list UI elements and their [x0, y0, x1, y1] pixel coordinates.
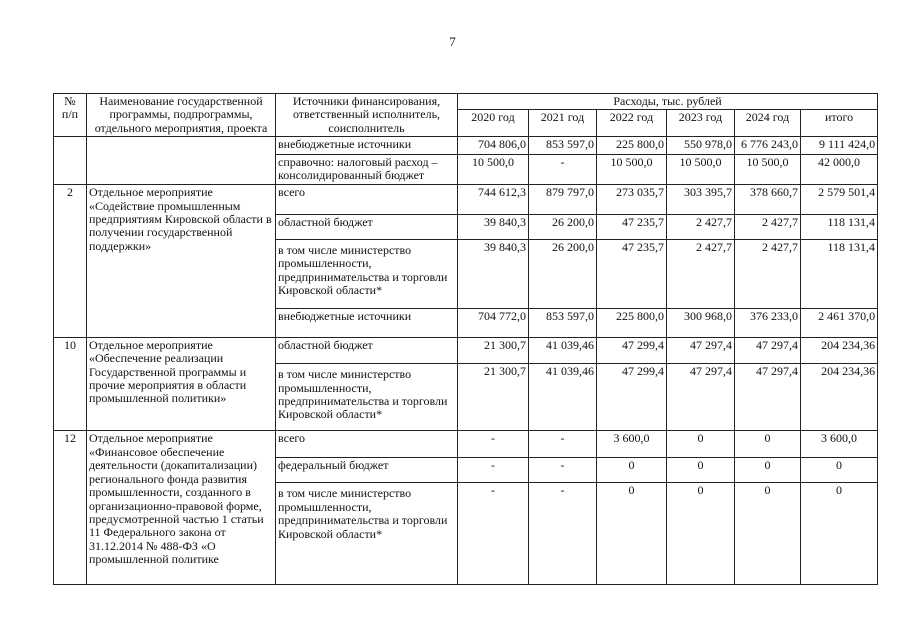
value-cell: -: [458, 457, 529, 482]
name-cell: Отдельное мероприятие «Финансовое обеспечение деятельности (докапитализации) регионального фонда развития промышленности, созданного в организационно-правовой форме, предусмотренной частью 1 статьи 11 Федерального закона от 31.12.2014 № 488-ФЗ «О промышленной политике: [87, 431, 276, 585]
value-cell: 39 840,3: [458, 240, 529, 309]
value-cell: 42 000,0: [801, 154, 878, 184]
num-cell: 2: [54, 185, 87, 338]
value-cell: 204 234,36: [801, 364, 878, 431]
value-cell: 47 297,4: [667, 337, 735, 363]
value-cell: 9 111 424,0: [801, 137, 878, 154]
source-cell: всего: [276, 431, 458, 457]
value-cell: -: [529, 431, 597, 457]
source-cell: справочно: налоговый расход – консолидированный бюджет: [276, 154, 458, 184]
value-cell: 3 600,0: [597, 431, 667, 457]
source-cell: федеральный бюджет: [276, 457, 458, 482]
source-cell: внебюджетные источники: [276, 309, 458, 337]
source-cell: внебюджетные источники: [276, 137, 458, 154]
value-cell: -: [458, 431, 529, 457]
value-cell: 2 427,7: [667, 240, 735, 309]
num-cell: [54, 137, 87, 185]
value-cell: 10 500,0: [735, 154, 801, 184]
value-cell: 303 395,7: [667, 185, 735, 215]
value-cell: 21 300,7: [458, 364, 529, 431]
value-cell: 0: [735, 483, 801, 585]
table-row: [54, 431, 878, 457]
value-cell: -: [458, 483, 529, 585]
header-name: Наименование государственной программы, подпрограммы, отдельного мероприятия, проекта: [87, 94, 276, 137]
value-cell: -: [529, 457, 597, 482]
name-cell: Отдельное мероприятие «Содействие промышленным предприятиям Кировской области в получении государственной поддержки»: [87, 185, 276, 338]
value-cell: 118 131,4: [801, 240, 878, 309]
value-cell: 376 233,0: [735, 309, 801, 337]
value-cell: 6 776 243,0: [735, 137, 801, 154]
value-cell: 0: [667, 431, 735, 457]
value-cell: 0: [597, 457, 667, 482]
value-cell: 118 131,4: [801, 214, 878, 239]
header-expenses: Расходы, тыс. рублей: [458, 94, 878, 110]
value-cell: 10 500,0: [458, 154, 529, 184]
source-cell: в том числе министерство промышленности, предпринимательства и торговли Кировской области*: [276, 483, 458, 585]
header-source: Источники финансирования, ответственный исполнитель, соисполнитель: [276, 94, 458, 137]
value-cell: -: [529, 483, 597, 585]
value-cell: 47 235,7: [597, 240, 667, 309]
num-cell: 10: [54, 337, 87, 431]
name-cell: [87, 137, 276, 185]
value-cell: 550 978,0: [667, 137, 735, 154]
value-cell: 879 797,0: [529, 185, 597, 215]
value-cell: 204 234,36: [801, 337, 878, 363]
value-cell: 853 597,0: [529, 309, 597, 337]
table-row: [54, 137, 878, 154]
value-cell: 26 200,0: [529, 214, 597, 239]
name-cell: Отдельное мероприятие «Обеспечение реализации Государственной программы и прочие мероприятия в области промышленной политики»: [87, 337, 276, 431]
value-cell: 26 200,0: [529, 240, 597, 309]
source-cell: в том числе министерство промышленности, предпринимательства и торговли Кировской области*: [276, 364, 458, 431]
value-cell: 47 297,4: [735, 364, 801, 431]
source-cell: всего: [276, 185, 458, 215]
value-cell: 41 039,46: [529, 337, 597, 363]
source-cell: областной бюджет: [276, 337, 458, 363]
header-total: итого: [801, 110, 878, 137]
value-cell: 47 297,4: [735, 337, 801, 363]
value-cell: 47 297,4: [667, 364, 735, 431]
value-cell: 853 597,0: [529, 137, 597, 154]
value-cell: 2 461 370,0: [801, 309, 878, 337]
value-cell: 47 235,7: [597, 214, 667, 239]
header-year: 2021 год: [529, 110, 597, 137]
value-cell: -: [529, 154, 597, 184]
value-cell: 21 300,7: [458, 337, 529, 363]
value-cell: 39 840,3: [458, 214, 529, 239]
value-cell: 225 800,0: [597, 137, 667, 154]
value-cell: 300 968,0: [667, 309, 735, 337]
value-cell: 2 427,7: [667, 214, 735, 239]
value-cell: 0: [801, 457, 878, 482]
num-cell: 12: [54, 431, 87, 585]
value-cell: 0: [597, 483, 667, 585]
header-year: 2020 год: [458, 110, 529, 137]
value-cell: 3 600,0: [801, 431, 878, 457]
table-row: [54, 185, 878, 215]
value-cell: 47 299,4: [597, 337, 667, 363]
source-cell: областной бюджет: [276, 214, 458, 239]
value-cell: 41 039,46: [529, 364, 597, 431]
source-cell: в том числе министерство промышленности, предпринимательства и торговли Кировской области*: [276, 240, 458, 309]
value-cell: 704 772,0: [458, 309, 529, 337]
value-cell: 47 299,4: [597, 364, 667, 431]
value-cell: 2 579 501,4: [801, 185, 878, 215]
value-cell: 0: [667, 457, 735, 482]
header-year: 2023 год: [667, 110, 735, 137]
value-cell: 2 427,7: [735, 214, 801, 239]
table-row: [54, 337, 878, 363]
value-cell: 0: [801, 483, 878, 585]
value-cell: 0: [735, 431, 801, 457]
page-number: 7: [449, 34, 456, 49]
value-cell: 273 035,7: [597, 185, 667, 215]
value-cell: 744 612,3: [458, 185, 529, 215]
value-cell: 704 806,0: [458, 137, 529, 154]
value-cell: 378 660,7: [735, 185, 801, 215]
value-cell: 10 500,0: [667, 154, 735, 184]
value-cell: 225 800,0: [597, 309, 667, 337]
header-year: 2024 год: [735, 110, 801, 137]
value-cell: 0: [667, 483, 735, 585]
value-cell: 10 500,0: [597, 154, 667, 184]
header-num: № п/п: [54, 94, 87, 137]
header-year: 2022 год: [597, 110, 667, 137]
value-cell: 0: [735, 457, 801, 482]
budget-table: [53, 93, 878, 585]
value-cell: 2 427,7: [735, 240, 801, 309]
